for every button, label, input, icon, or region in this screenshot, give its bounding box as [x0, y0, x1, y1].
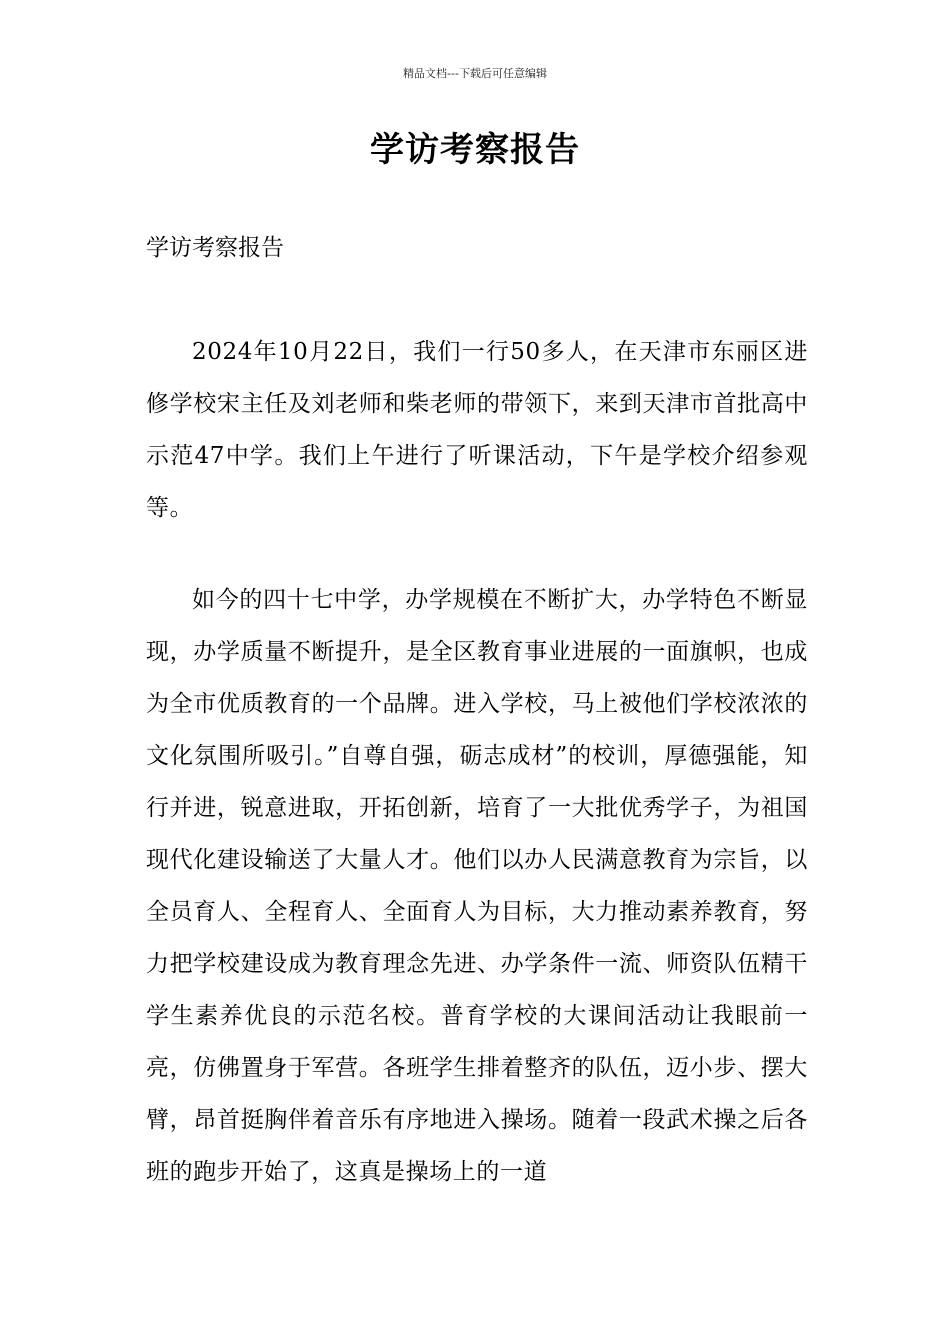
- paragraph: 如今的四十七中学，办学规模在不断扩大，办学特色不断显现，办学质量不断提升，是全区教育事业进展的一面旗帜，也成为全市优质教育的一个品牌。进入学校，马上被他们学校浓浓的文化氛围所吸引。”自尊自强，砺志成材”的校训，厚德强能，知行并进，锐意进取，开拓创新，培育了一大批优秀学子，为祖国现代化建设输送了大量人才。他们以办人民满意教育为宗旨，以全员育人、全程育人、全面育人为目标，大力推动素养教育，努力把学校建设成为教育理念先进、办学条件一流、师资队伍精干学生素养优良的示范名校。普育学校的大课间活动让我眼前一亮，仿佛置身于军营。各班学生排着整齐的队伍，迈小步、摆大臂，昂首挺胸伴着音乐有序地进入操场。随着一段武术操之后各班的跑步开始了，这真是操场上的一道: [146, 587, 808, 1185]
- document-subtitle: 学访考察报告: [146, 235, 284, 261]
- paragraph: 2024年10月22日，我们一行50多人，在天津市东丽区进修学校宋主任及刘老师和柴老师的带领下，来到天津市首批高中示范47中学。我们上午进行了听课活动，下午是学校介绍参观等。: [146, 339, 808, 521]
- document-title: 学访考察报告: [370, 130, 580, 170]
- header-note: 精品文档---下载后可任意编辑: [403, 67, 547, 80]
